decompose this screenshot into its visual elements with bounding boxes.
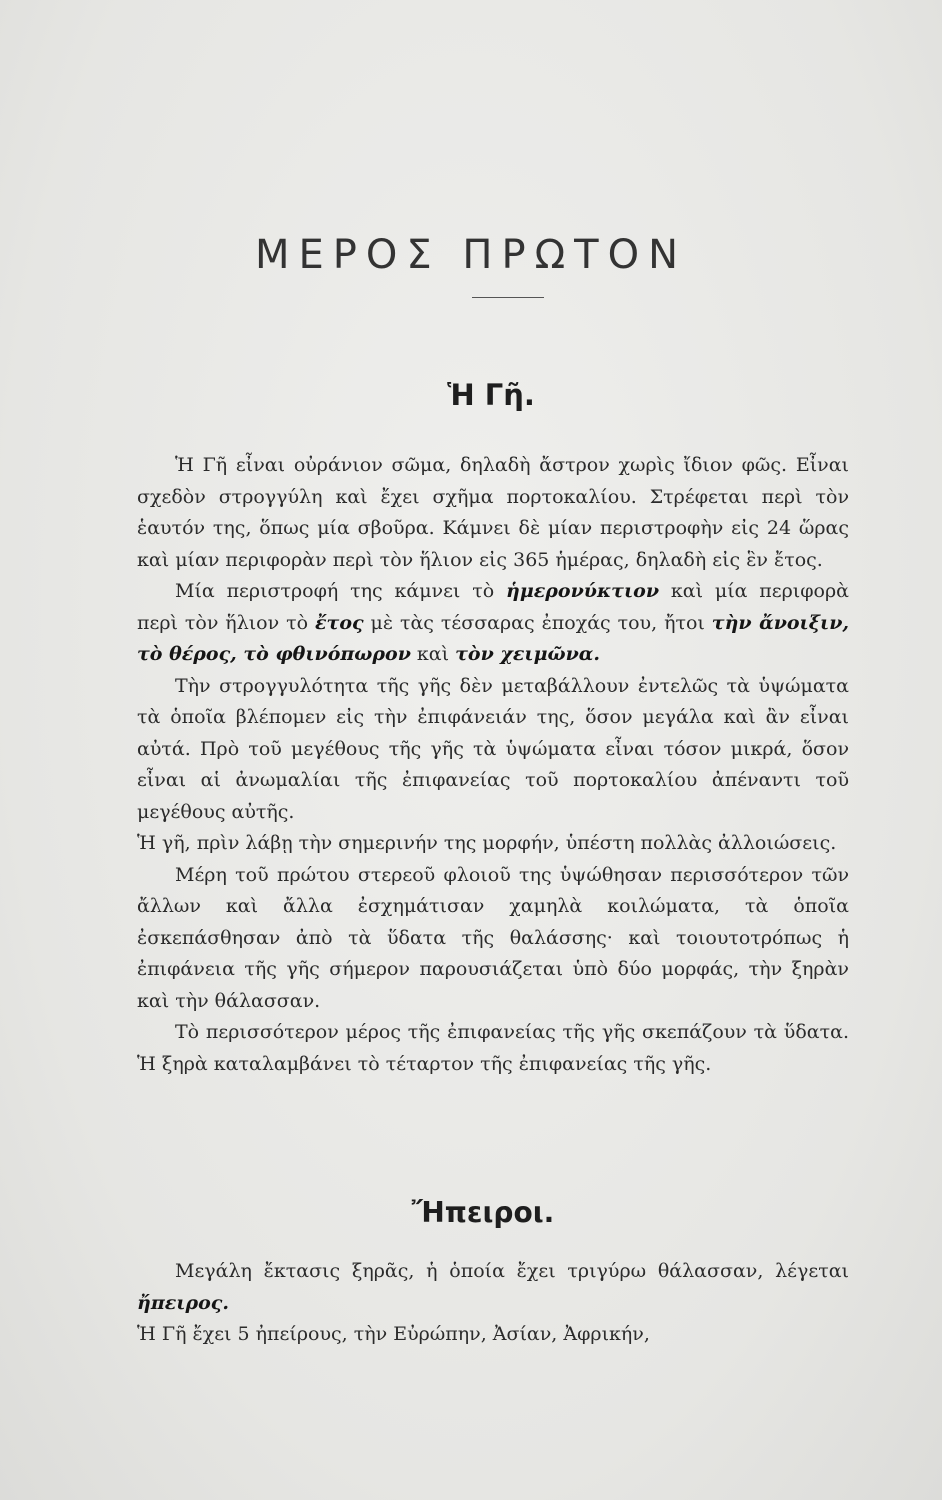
term-continent: ἤπειρος. [137,1291,229,1314]
paragraph-roundness: Τὴν στρογγυλότητα τῆς γῆς δὲν μεταβάλλουν ἐντελῶς τὰ ὑψώματα τὰ ὁποῖα βλέπομεν εἰς τὴν ἐπιφάνειάν της, ὅσον μεγάλα καὶ ἂν εἶναι αὐτά. Πρὸ τοῦ μεγέθους τῆς γῆς τὰ ὑψώματα εἶναι τόσον μικρά, ὅσον εἶναι αἱ ἀνωμαλίαι τῆς ἐπιφανείας τοῦ πορτοκαλίου ἀπέναντι τοῦ μεγέθους αὐτῆς. [137,674,849,823]
paragraph-text: καὶ [410,643,456,665]
paragraph-continent-definition [137,1256,849,1319]
part-title: ΜΕΡΟΣ ΠΡΩΤΟΝ [255,232,687,278]
paragraph-text: Μεγάλη ἔκτασις ξηρᾶς, ἡ ὁποία ἔχει τριγύρω θάλασσαν, λέγεται [175,1260,849,1282]
term-seasons: τὴν ἄνοιξιν, τὸ θέρος, τὸ φθινόπωρον [137,611,849,665]
paragraph-alterations: Ἡ γῆ, πρὶν λάβῃ τὴν σημερινήν της μορφήν, ὑπέστη πολλὰς ἀλλοιώσεις. [137,832,837,854]
paragraph-text: Μία περιστροφή της κάμνει τὸ [175,580,506,602]
title-divider [472,297,544,298]
paragraph-continent-list: Ἡ Γῆ ἔχει 5 ἠπείρους, τὴν Εὐρώπην, Ἀσίαν, Ἀφρικήν, [137,1323,650,1345]
paragraph-text: μὲ τὰς τέσσαρας ἐποχάς του, ἤτοι [363,611,712,634]
term-winter: τὸν χειμῶνα. [455,643,601,665]
earth-section-text [137,450,849,1080]
continents-section-text [137,1256,849,1351]
paragraph-land-sea: Μέρη τοῦ πρώτου στερεοῦ φλοιοῦ της ὑψώθησαν περισσότερον τῶν ἄλλων καὶ ἄλλα ἐσχημάτισαν χαμηλὰ κοιλώματα, τὰ ὁποῖα ἐσκεπάσθησαν ἀπὸ τὰ ὕδατα τῆς θαλάσσης· καὶ τοιουτοτρόπως ἡ ἐπιφάνεια τῆς γῆς σήμερον παρουσιάζεται ὑπὸ δύο μορφάς, τὴν ξηρὰν καὶ τὴν θάλασσαν. [137,863,849,1012]
section-heading-continents: Ἤπειροι. [411,1196,555,1229]
paragraph-rotation-seasons [137,576,849,671]
term-day-night: ἡμερονύκτιον [506,580,660,602]
paragraph-water-coverage: Τὸ περισσότερον μέρος τῆς ἐπιφανείας τῆς γῆς σκεπάζουν τὰ ὕδατα. Ἡ ξηρὰ καταλαμβάνει τὸ τέταρτον τῆς ἐπιφανείας τῆς γῆς. [137,1021,849,1075]
paragraph-text: καὶ μία περιφορὰ περὶ τὸν ἥλιον τὸ [137,580,849,634]
term-year: ἔτος [314,611,364,634]
section-heading-earth: Ἡ Γῆ. [447,378,535,412]
paragraph-earth-definition: Ἡ Γῆ εἶναι οὐράνιον σῶμα, δηλαδὴ ἄστρον χωρὶς ἴδιον φῶς. Εἶναι σχεδὸν στρογγύλη καὶ ἔχει σχῆμα πορτοκαλίου. Στρέφεται περὶ τὸν ἑαυτόν της, ὅπως μία σβοῦρα. Κάμνει δὲ μίαν περιστροφὴν εἰς 24 ὥρας καὶ μίαν περιφορὰν περὶ τὸν ἥλιον εἰς 365 ἡμέρας, δηλαδὴ εἰς ἓν ἔτος. [137,454,849,571]
